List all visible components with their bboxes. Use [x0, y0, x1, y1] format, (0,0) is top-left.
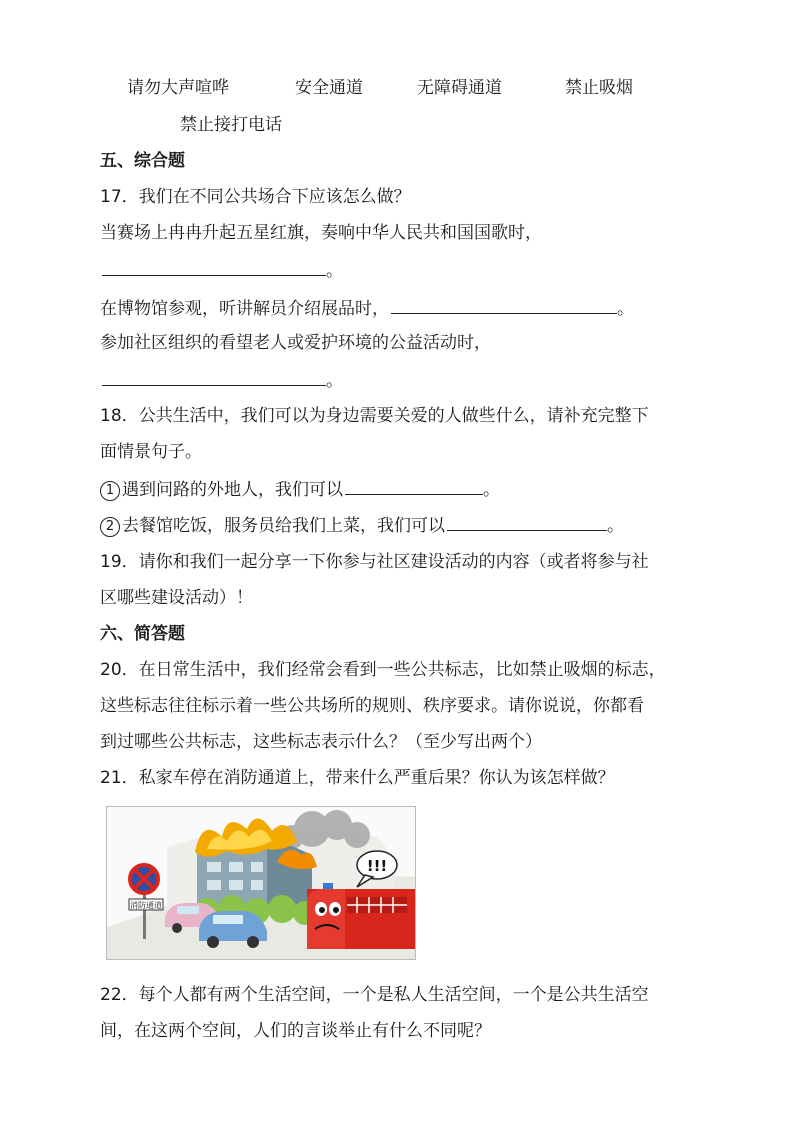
option-no-smoking: 禁止吸烟: [565, 78, 633, 98]
fire-scene-svg: [107, 807, 415, 959]
answer-blank[interactable]: [102, 367, 326, 386]
q22-line1: 22．每个人都有两个生活空间，一个是私人生活空间，一个是公共生活空: [100, 985, 649, 1005]
q17-answer-line1[interactable]: [100, 257, 343, 283]
q18-item1: [100, 476, 500, 502]
period: 。: [483, 480, 500, 500]
q18-item2: [100, 512, 624, 538]
sign-options-row: [0, 76, 794, 100]
exclamation-text: !!!: [366, 857, 388, 875]
answer-blank[interactable]: [391, 295, 617, 314]
fire-lane-sign-text: 消防通道: [130, 901, 162, 910]
q17-line1: 当赛场上冉冉升起五星红旗，奏响中华人民共和国国歌时，: [100, 223, 542, 243]
fire-truck: [307, 883, 415, 949]
q20-line2: 这些标志往往标示着一些公共场所的规则、秩序要求。请你说说，你都看: [100, 696, 644, 716]
q18-item2-text: 去餐馆吃饭，服务员给我们上菜，我们可以: [122, 516, 445, 536]
answer-blank[interactable]: [102, 257, 326, 276]
q19-line2: 区哪些建设活动）！: [100, 588, 253, 608]
option-no-loud-noise: 请勿大声喧哗: [127, 78, 229, 98]
circle-number-1: 1: [100, 481, 120, 501]
section-6-title: 六、简答题: [100, 624, 185, 644]
period: 。: [617, 299, 634, 319]
period: 。: [607, 516, 624, 536]
q17-line2: [100, 295, 634, 321]
circle-number-2: 2: [100, 517, 120, 537]
option-accessible-passage: 无障碍通道: [417, 78, 502, 98]
option-safety-passage: 安全通道: [295, 78, 363, 98]
q21-line1: 21．私家车停在消防通道上，带来什么严重后果？你认为该怎样做？: [100, 768, 615, 788]
q18-item1-text: 遇到问路的外地人，我们可以: [122, 480, 343, 500]
q18-stem-line2: 面情景句子。: [100, 442, 202, 462]
section-5-title: 五、综合题: [100, 151, 185, 171]
q19-line1: 19．请你和我们一起分享一下你参与社区建设活动的内容（或者将参与社: [100, 552, 649, 572]
q17-stem: 17．我们在不同公共场合下应该怎么做？: [100, 187, 411, 207]
answer-blank[interactable]: [447, 512, 607, 531]
q20-line3: 到过哪些公共标志，这些标志表示什么？（至少写出两个）: [100, 732, 542, 752]
fire-lane-illustration: [106, 806, 416, 960]
q17-answer-line3[interactable]: [100, 367, 343, 393]
q20-line1: 20．在日常生活中，我们经常会看到一些公共标志，比如禁止吸烟的标志，: [100, 660, 666, 680]
answer-blank[interactable]: [345, 476, 483, 495]
option-no-phone-calls: 禁止接打电话: [180, 115, 282, 135]
q17-line2-text: 在博物馆参观，听讲解员介绍展品时，: [100, 299, 389, 319]
q22-line2: 间，在这两个空间，人们的言谈举止有什么不同呢？: [100, 1021, 491, 1041]
q17-line3: 参加社区组织的看望老人或爱护环境的公益活动时，: [100, 333, 491, 353]
period: 。: [326, 261, 343, 281]
q18-stem-line1: 18．公共生活中，我们可以为身边需要关爱的人做些什么，请补充完整下: [100, 406, 649, 426]
period: 。: [326, 371, 343, 391]
